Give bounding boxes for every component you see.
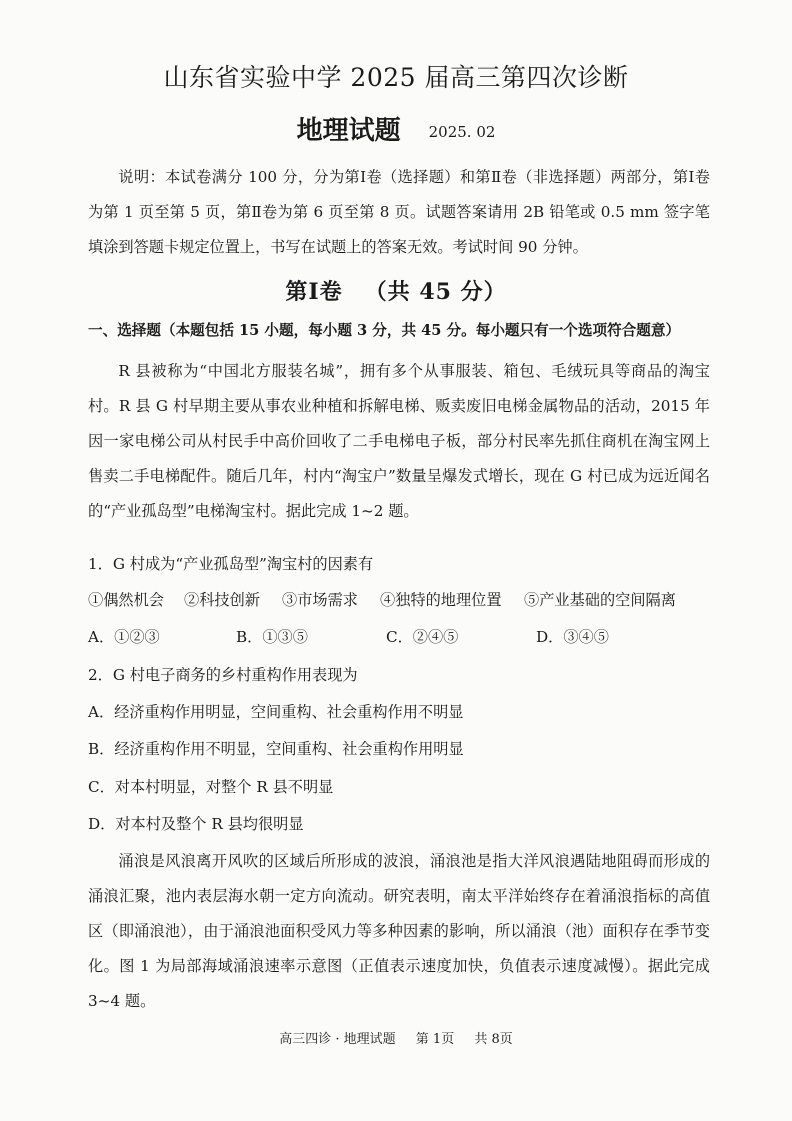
exam-title: 山东省实验中学 2025 届高三第四次诊断	[163, 63, 629, 92]
factor-1: ①偶然机会	[88, 591, 164, 609]
factor-5: ⑤产业基础的空间隔离	[524, 591, 676, 609]
question-2-option-c: C．对本村明显，对整个 R 县不明显	[88, 778, 334, 796]
question-2-option-b: B．经济重构作用不明显，空间重构、社会重构作用明显	[88, 740, 464, 758]
footer-exam-name: 高三四诊 · 地理试题	[279, 1032, 396, 1047]
question-2-option-d: D．对本村及整个 R 县均很明显	[88, 815, 304, 833]
passage-1: R 县被称为“中国北方服装名城”，拥有多个从事服装、箱包、毛绒玩具等商品的淘宝村。R 县 G 村早期主要从事农业种植和拆解电梯、贩卖废旧电梯金属物品的活动，2015 年因一家电梯公司从村民手中高价回收了二手电梯电子板，部分村民率先抓住商机在淘宝网上售卖二手电梯配件。随后几年，村内“淘宝户”数量呈爆发式增长，现在 G 村已成为远近闻名的“产业孤岛型”电梯淘宝村。据此完成 1~2 题。	[88, 362, 710, 520]
part-heading: 一、选择题（本题包括 15 小题，每小题 3 分，共 45 分。每小题只有一个选项符合题意）	[88, 322, 681, 339]
subject-row	[0, 110, 792, 147]
subject-title: 地理试题	[296, 116, 401, 146]
question-2-option-a: A．经济重构作用明显，空间重构、社会重构作用不明显	[88, 703, 464, 721]
passage-2: 涌浪是风浪离开风吹的区域后所形成的波浪，涌浪池是指大洋风浪遇陆地阻碍而形成的涌浪汇聚，池内表层海水朝一定方向流动。研究表明，南太平洋始终存在着涌浪指标的高值区（即涌浪池），由于涌浪池面积受风力等多种因素的影响，所以涌浪（池）面积存在季节变化。图 1 为局部海域涌浪速率示意图（正值表示速度加快，负值表示速度减慢）。据此完成 3~4 题。	[88, 852, 710, 1010]
option-b: B．①③⑤	[236, 628, 308, 646]
question-2-stem: 2．G 村电子商务的乡村重构作用表现为	[88, 666, 358, 684]
factor-4: ④独特的地理位置	[380, 591, 502, 609]
option-a: A．①②③	[88, 628, 160, 646]
option-c: C．②④⑤	[386, 628, 459, 646]
footer-page-number: 第 1页	[415, 1032, 455, 1047]
option-d: D．③④⑤	[536, 628, 609, 646]
page-footer	[0, 1028, 792, 1047]
footer-total-pages: 共 8页	[474, 1032, 513, 1047]
section-score: （共 45 分）	[364, 279, 507, 305]
exam-date: 2025. 02	[428, 123, 496, 141]
section-heading	[0, 275, 792, 306]
factor-2: ②科技创新	[184, 591, 260, 609]
factor-3: ③市场需求	[282, 591, 358, 609]
instructions: 说明：本试卷满分 100 分，分为第Ⅰ卷（选择题）和第Ⅱ卷（非选择题）两部分，第Ⅰ卷为第 1 页至第 5 页，第Ⅱ卷为第 6 页至第 8 页。试题答案请用 2B 铅笔或 0.5 mm 签字笔填涂到答题卡规定位置上，书写在试题上的答案无效。考试时间 90 分钟。	[88, 168, 710, 256]
section-title: 第Ⅰ卷	[285, 279, 343, 305]
question-1-stem: 1．G 村成为“产业孤岛型”淘宝村的因素有	[88, 555, 374, 573]
